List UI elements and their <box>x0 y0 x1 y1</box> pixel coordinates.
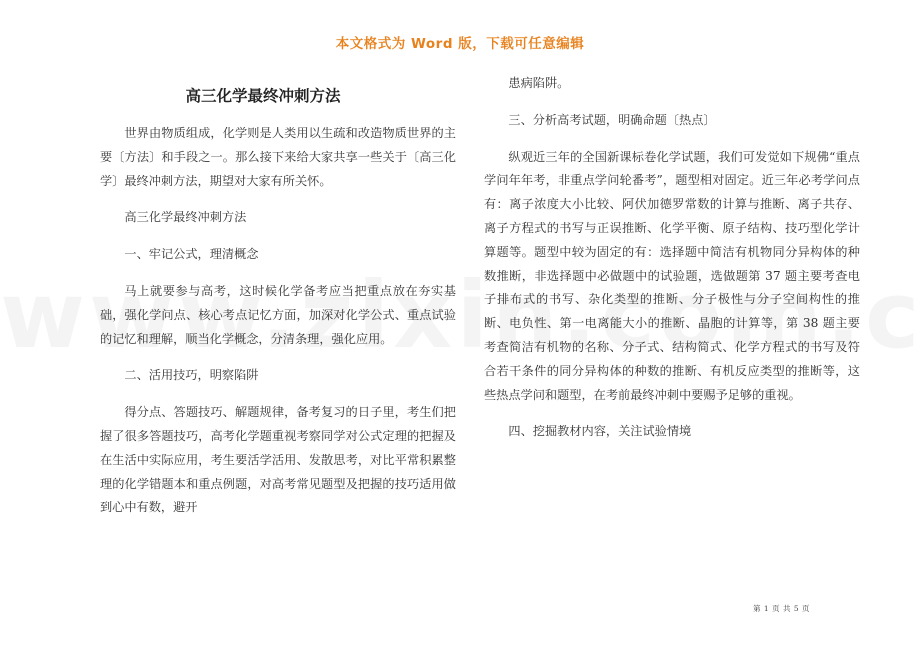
section-body-2: 得分点、答题技巧、解题规律，备考复习的日子里，考生们把握了很多答题技巧，高考化学题重视考察同学对公式定理的把握及在生活中实际应用，考生要活学活用、发散思考，对比平常积累整理的化学错题本和重点例题，对高考常见题型及把握的技巧适用做到心中有数，避开 <box>100 405 456 515</box>
page-number: 第 1 页 共 5 页 <box>753 604 810 613</box>
section-heading-4: 四、挖掘教材内容，关注试验情境 <box>508 424 692 439</box>
section-heading-3: 三、分析高考试题，明确命题〔热点〕 <box>508 112 716 127</box>
download-banner: 本文格式为 Word 版，下载可任意编辑 <box>335 36 585 52</box>
section-subtitle: 高三化学最终冲刺方法 <box>124 210 247 225</box>
section-heading-1: 一、牢记公式，理清概念 <box>124 247 259 262</box>
left-column <box>100 84 456 533</box>
right-column <box>484 72 860 457</box>
section-body-2-continued: 患病陷阱。 <box>508 76 570 90</box>
document-title: 高三化学最终冲刺方法 <box>185 86 341 105</box>
intro-paragraph: 世界由物质组成，化学则是人类用以生疏和改造物质世界的主要〔方法〕和手段之一。那么接下来给大家共享一些关于〔高三化学〕最终冲刺方法，期望对大家有所关怀。 <box>100 126 456 188</box>
section-heading-2: 二、活用技巧，明察陷阱 <box>124 368 259 383</box>
section-body-1: 马上就要参与高考，这时候化学备考应当把重点放在夯实基础，强化学问点、核心考点记忆方面，加深对化学公式、重点试验的记忆和理解，顺当化学概念，分清条理，强化应用。 <box>100 283 456 346</box>
section-body-3: 纵观近三年的全国新课标卷化学试题，我们可发觉如下规佛“重点学问年年考，非重点学问轮番考”，题型相对固定。近三年必考学问点有：离子浓度大小比较、阿伏加德罗常数的计算与推断、离子共存、离子方程式的书写与正误推断、化学平衡、原子结构、技巧型化学计算题等。题型中较为固定的有：选择题中简洁有机物同分异构体的种数推断，非选择题中必做题中的试验题，选做题第 37 题主要考查电子排布式的书写、杂化类型的推断、分子极性与分子空间构性的推断、电负性、第一电离能大小的推断、晶胞的计算等，第 38 题主要考查简洁有机物的名称、分子式、结构简式、化学方程式的书写及符合若干条件的同分异构体的种数的推断、有机反应类型的推断等，这些热点学问和题型，在考前最终冲刺中要赐予足够的重视。 <box>484 149 860 402</box>
